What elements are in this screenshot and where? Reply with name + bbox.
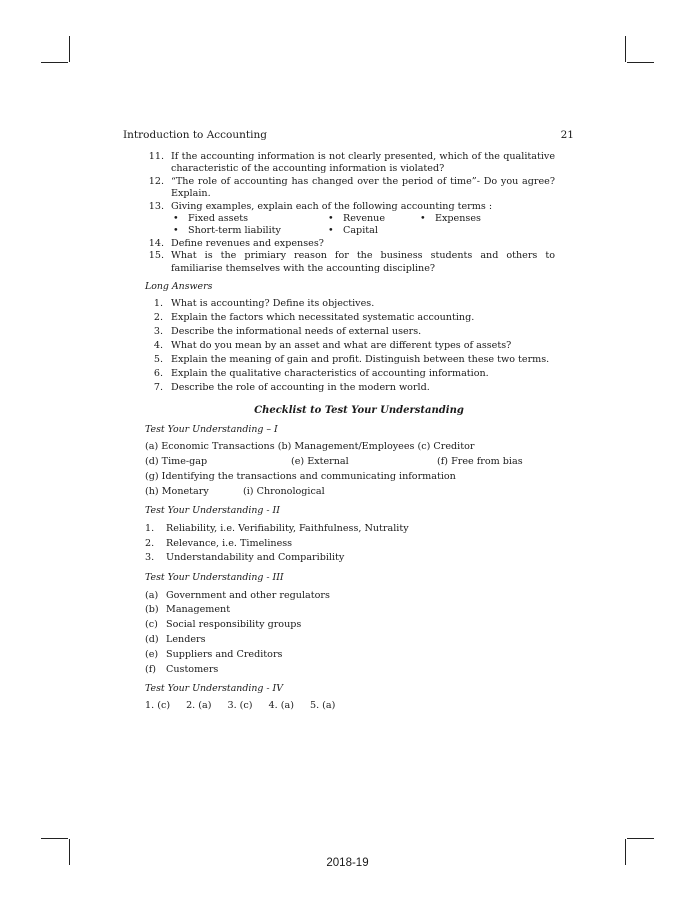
answer-label: 1.: [145, 522, 155, 534]
term-item: • Fixed assets: [171, 213, 326, 225]
answer-text: Lenders: [166, 634, 206, 646]
item-number: 3.: [153, 326, 163, 338]
tyu-4-answers: [145, 700, 555, 712]
answer-label: (d): [145, 634, 159, 646]
item-text: Describe the role of accounting in the modern world.: [171, 382, 430, 394]
question-item: [123, 176, 555, 201]
question-item: [123, 238, 555, 250]
answer-text: Reliability, i.e. Verifiability, Faithfulness, Nutrality: [166, 522, 409, 534]
tyu-4-heading: Test Your Understanding - IV: [145, 683, 283, 695]
item-text: Explain the qualitative characteristics of accounting information.: [171, 368, 489, 380]
item-number: 5.: [153, 354, 163, 366]
crop-mark: [625, 36, 626, 62]
item-number: 4.: [153, 340, 163, 352]
question-text: If the accounting information is not clearly presented, which of the qualitative characteristic of the accounting information is violated?: [171, 151, 555, 175]
answer-row: (a) Economic Transactions (b) Management/Employees (c) Creditor: [145, 441, 475, 453]
chapter-title: Introduction to Accounting: [123, 129, 267, 141]
tyu-2-heading: Test Your Understanding - II: [145, 505, 280, 517]
long-answers-list: [123, 297, 555, 395]
question-item: [123, 151, 555, 176]
item-text: Explain the factors which necessitated systematic accounting.: [171, 312, 475, 324]
answer-row: [123, 455, 555, 470]
question-number: 15.: [148, 250, 164, 262]
answer-cell: (h) Monetary: [145, 485, 209, 497]
question-text: Define revenues and expenses?: [171, 237, 324, 249]
list-item: [123, 311, 555, 325]
answer-row: [123, 603, 555, 618]
question-item: [123, 201, 555, 213]
item-text: What do you mean by an asset and what are different types of assets?: [171, 340, 512, 352]
answer-label: 2.: [145, 537, 155, 549]
answer-row: (g) Identifying the transactions and communicating information: [145, 470, 456, 482]
answer-row: [123, 663, 555, 678]
page-content: [123, 151, 555, 712]
question-number: 13.: [148, 200, 164, 212]
answer-label: (f): [145, 663, 157, 675]
answer-label: (b): [145, 604, 159, 616]
answer-text: Understandability and Comparibility: [166, 552, 345, 564]
answer-row: [123, 551, 555, 566]
question-number: 14.: [148, 237, 164, 249]
terms-list: [123, 213, 555, 238]
list-item: [123, 353, 555, 367]
answer-row: [123, 589, 555, 604]
item-text: Explain the meaning of gain and profit. Distinguish between these two terms.: [171, 354, 550, 366]
item-text: What is accounting? Define its objectives.: [171, 298, 375, 310]
answer-row: [123, 485, 555, 500]
question-text: Giving examples, explain each of the following accounting terms :: [171, 200, 493, 212]
long-answers-heading: Long Answers: [145, 281, 213, 293]
answer-label: 3.: [145, 552, 155, 564]
crop-mark: [41, 62, 68, 63]
page-footer-year: 2018-19: [326, 857, 369, 869]
question-number: 12.: [148, 175, 164, 187]
question-text: What is the primiary reason for the business students and others to familiarise themselves with the accounting discipline?: [171, 250, 555, 274]
list-item: [123, 381, 555, 395]
item-number: 6.: [153, 368, 163, 380]
answer-item: 1. (c): [145, 699, 171, 711]
crop-mark: [41, 838, 68, 839]
answer-row: [123, 522, 555, 537]
answer-row: [123, 618, 555, 633]
term-item: • Revenue: [326, 213, 418, 225]
list-item: [123, 325, 555, 339]
term-item: • Expenses: [418, 213, 538, 225]
answer-text: Social responsibility groups: [166, 619, 302, 631]
answer-cell: (i) Chronological: [243, 485, 325, 497]
tyu-3-heading: Test Your Understanding - III: [145, 572, 284, 584]
page-header: [123, 129, 574, 143]
answer-item: 2. (a): [186, 699, 212, 711]
term-item: • Capital: [326, 225, 418, 237]
list-item: [123, 367, 555, 381]
answer-text: Management: [166, 604, 231, 616]
answer-row: [123, 537, 555, 552]
answer-text: Suppliers and Creditors: [166, 648, 283, 660]
answer-item: 4. (a): [268, 699, 294, 711]
answer-label: (e): [145, 648, 159, 660]
answer-label: (c): [145, 619, 158, 631]
checklist-title: Checklist to Test Your Understanding: [254, 405, 464, 417]
item-number: 1.: [153, 298, 163, 310]
answer-cell: (e) External: [291, 456, 349, 468]
crop-mark: [627, 838, 654, 839]
question-text: “The role of accounting has changed over the period of time”- Do you agree? Explain.: [171, 175, 555, 200]
answer-cell: (d) Time-gap: [145, 456, 208, 468]
answer-cell: (f) Free from bias: [437, 456, 523, 468]
list-item: [123, 339, 555, 353]
page-number: 21: [560, 129, 574, 141]
answer-text: Customers: [166, 663, 219, 675]
answer-text: Government and other regulators: [166, 589, 330, 601]
answer-row: [123, 648, 555, 663]
question-number: 11.: [148, 151, 164, 162]
crop-mark: [627, 62, 654, 63]
item-text: Describe the informational needs of external users.: [171, 326, 422, 338]
list-item: [123, 297, 555, 311]
crop-mark: [69, 36, 70, 62]
answer-item: 5. (a): [309, 699, 336, 711]
answer-item: 3. (c): [227, 699, 253, 711]
item-number: 2.: [153, 312, 163, 324]
tyu-1-heading: Test Your Understanding – I: [145, 423, 278, 435]
term-item: • Short-term liability: [171, 225, 326, 237]
item-number: 7.: [153, 382, 163, 394]
answer-label: (a): [145, 589, 159, 601]
answer-text: Relevance, i.e. Timeliness: [166, 537, 293, 549]
answer-row: [123, 633, 555, 648]
question-item: [123, 250, 555, 275]
